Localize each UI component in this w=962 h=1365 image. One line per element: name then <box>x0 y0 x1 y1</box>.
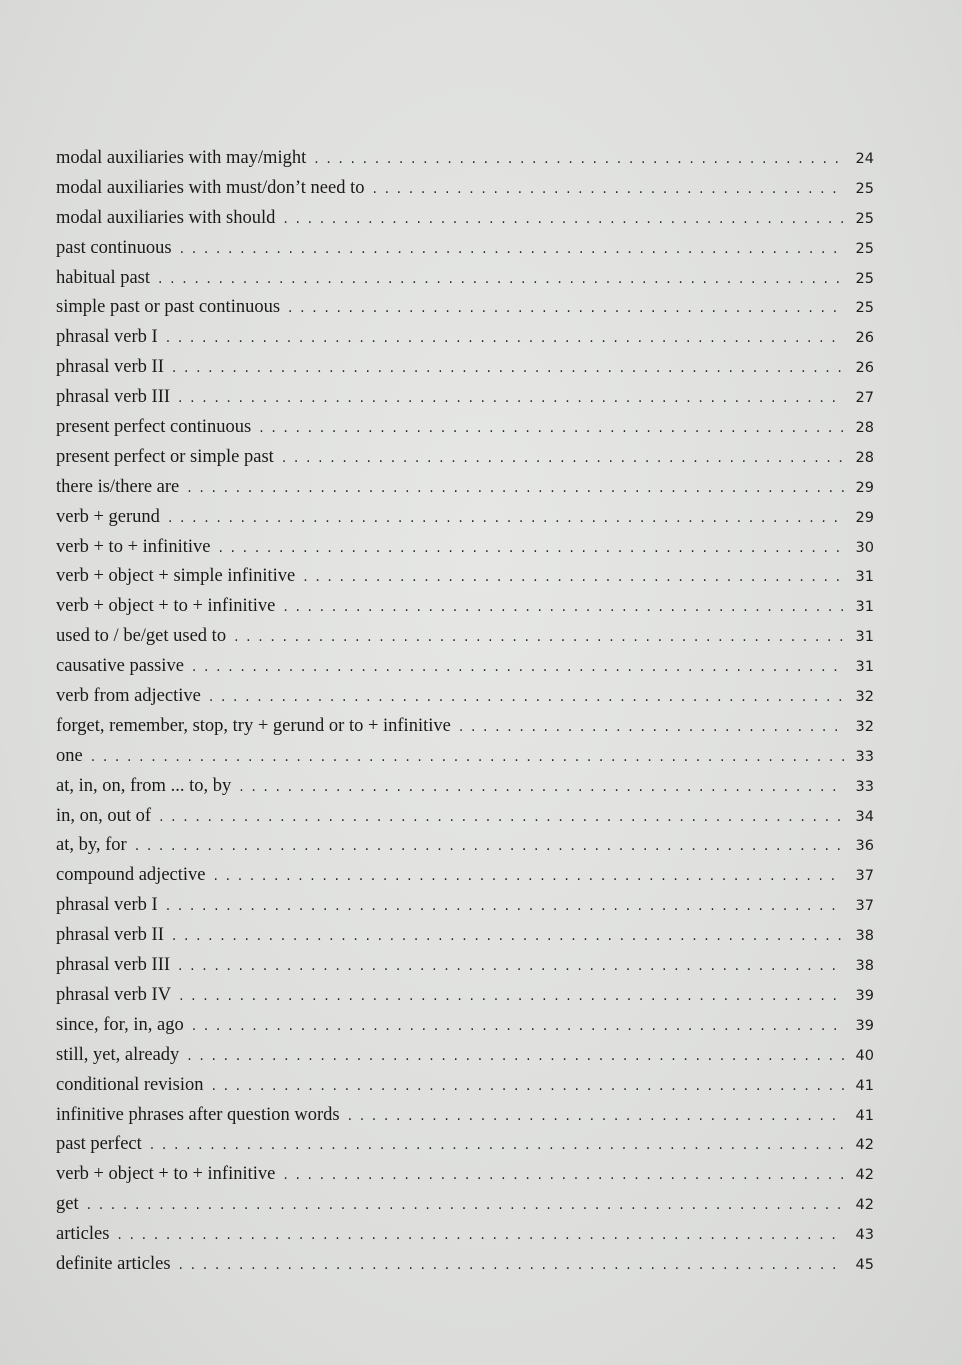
dot-leader <box>91 749 844 765</box>
toc-entry <box>56 268 874 298</box>
toc-entry-page-number: 24 <box>855 151 874 167</box>
toc-entry <box>56 387 874 417</box>
toc-entry <box>56 1075 874 1105</box>
dot-leader <box>211 1078 844 1094</box>
toc-entry-title: compound adjective <box>56 865 206 886</box>
toc-entry-page-number: 41 <box>855 1077 874 1094</box>
toc-entry-page-number: 28 <box>855 420 874 437</box>
toc-entry-title: simple past or past continuous <box>56 297 281 318</box>
toc-entry-page-number: 32 <box>855 718 874 735</box>
toc-entry <box>56 148 874 178</box>
dot-leader <box>179 988 844 1004</box>
dot-leader <box>239 779 844 795</box>
toc-entry-title: infinitive phrases after question words <box>56 1104 340 1125</box>
toc-entry-title: present perfect or simple past <box>56 446 274 467</box>
dot-leader <box>187 1048 844 1064</box>
toc-entry <box>56 417 874 447</box>
toc-entry-title: get <box>56 1194 79 1215</box>
toc-entry-page-number: 42 <box>855 1197 874 1214</box>
toc-entry-title: phrasal verb III <box>56 955 171 976</box>
toc-entry-page-number: 25 <box>855 300 874 317</box>
dot-leader <box>348 1108 844 1124</box>
toc-entry-page-number: 25 <box>855 270 874 287</box>
toc-entry-title: modal auxiliaries with may/might <box>56 148 307 168</box>
toc-entry-page-number: 41 <box>855 1107 874 1124</box>
toc-entry-page-number: 38 <box>855 928 874 945</box>
dot-leader <box>180 241 844 257</box>
toc-entry-title: habitual past <box>56 267 151 288</box>
dot-leader <box>179 1257 844 1273</box>
toc-entry-title: modal auxiliaries with must/don’t need to <box>56 177 365 198</box>
toc-entry-title: one <box>56 745 83 766</box>
toc-entry <box>56 537 874 567</box>
toc-entry <box>56 238 874 268</box>
toc-entry-page-number: 40 <box>855 1047 874 1064</box>
toc-entry-page-number: 39 <box>855 1017 874 1034</box>
toc-entry <box>56 1194 874 1224</box>
dot-leader <box>209 689 844 705</box>
toc-entry <box>56 357 874 387</box>
toc-entry-page-number: 42 <box>855 1137 874 1154</box>
toc-entry-title: verb from adjective <box>56 686 201 707</box>
toc-entry-title: verb + gerund <box>56 506 160 527</box>
dot-leader <box>218 540 844 556</box>
toc-entry <box>56 925 874 955</box>
toc-entry-title: at, by, for <box>56 835 127 856</box>
toc-entry <box>56 1254 874 1284</box>
dot-leader <box>259 420 844 436</box>
dot-leader <box>178 958 844 974</box>
toc-entry <box>56 1015 874 1045</box>
toc-entry-title: verb + to + infinitive <box>56 536 211 557</box>
toc-entry <box>56 1134 874 1164</box>
toc-entry-title: forget, remember, stop, try + gerund or to + infinitive <box>56 715 451 736</box>
toc-entry-page-number: 27 <box>855 390 874 407</box>
dot-leader <box>135 838 844 854</box>
toc-entry-page-number: 33 <box>855 748 874 765</box>
toc-entry-page-number: 29 <box>855 509 874 526</box>
toc-entry <box>56 596 874 626</box>
toc-entry-title: at, in, on, from ... to, by <box>56 775 232 796</box>
toc-entry-page-number: 31 <box>855 659 874 676</box>
toc-entry-title: there is/there are <box>56 476 180 497</box>
toc-entry-title: past continuous <box>56 237 172 258</box>
toc-entry <box>56 447 874 477</box>
dot-leader <box>168 510 844 526</box>
toc-entry-title: past perfect <box>56 1134 142 1155</box>
toc-entry <box>56 686 874 716</box>
dot-leader <box>314 151 844 167</box>
toc-entry <box>56 835 874 865</box>
toc-entry-title: phrasal verb I <box>56 327 158 348</box>
table-of-contents <box>56 148 874 1284</box>
dot-leader <box>303 569 844 585</box>
toc-entry <box>56 1164 874 1194</box>
dot-leader <box>234 629 844 645</box>
toc-entry-page-number: 30 <box>855 539 874 556</box>
toc-entry-title: verb + object + to + infinitive <box>56 596 276 617</box>
toc-entry-page-number: 37 <box>855 868 874 885</box>
toc-entry-page-number: 32 <box>855 689 874 706</box>
toc-entry-title: modal auxiliaries with should <box>56 207 276 228</box>
toc-entry-page-number: 31 <box>855 599 874 616</box>
dot-leader <box>288 300 844 316</box>
dot-leader <box>214 868 845 884</box>
dot-leader <box>172 360 844 376</box>
toc-entry-title: articles <box>56 1224 110 1245</box>
toc-entry-title: verb + object + to + infinitive <box>56 1164 276 1185</box>
dot-leader <box>166 898 844 914</box>
dot-leader <box>192 1018 844 1034</box>
toc-entry-page-number: 36 <box>855 838 874 855</box>
dot-leader <box>372 181 844 197</box>
dot-leader <box>187 480 844 496</box>
dot-leader <box>283 211 844 227</box>
dot-leader <box>117 1227 844 1243</box>
toc-entry-title: phrasal verb II <box>56 925 164 946</box>
toc-entry-page-number: 28 <box>855 449 874 466</box>
toc-entry-page-number: 43 <box>855 1227 874 1244</box>
toc-entry <box>56 806 874 836</box>
dot-leader <box>282 450 844 466</box>
toc-entry-page-number: 25 <box>855 210 874 227</box>
toc-entry <box>56 656 874 686</box>
dot-leader <box>159 809 844 825</box>
dot-leader <box>158 271 844 287</box>
toc-entry-page-number: 25 <box>855 240 874 257</box>
dot-leader <box>192 659 844 675</box>
toc-entry <box>56 1105 874 1135</box>
toc-entry-title: phrasal verb III <box>56 387 171 408</box>
toc-entry-page-number: 38 <box>855 958 874 975</box>
dot-leader <box>150 1137 844 1153</box>
toc-entry <box>56 297 874 327</box>
toc-entry <box>56 955 874 985</box>
toc-entry-title: since, for, in, ago <box>56 1014 184 1035</box>
toc-entry-title: causative passive <box>56 656 184 677</box>
toc-entry-page-number: 33 <box>855 778 874 795</box>
toc-entry <box>56 865 874 895</box>
dot-leader <box>283 599 844 615</box>
toc-entry-title: phrasal verb I <box>56 895 158 916</box>
dot-leader <box>459 719 844 735</box>
toc-entry-title: used to / be/get used to <box>56 626 227 647</box>
toc-entry <box>56 178 874 208</box>
toc-entry-page-number: 42 <box>855 1167 874 1184</box>
toc-entry <box>56 985 874 1015</box>
toc-entry <box>56 895 874 925</box>
toc-entry-title: verb + object + simple infinitive <box>56 566 296 587</box>
toc-entry <box>56 626 874 656</box>
dot-leader <box>178 390 844 406</box>
dot-leader <box>166 330 844 346</box>
toc-entry <box>56 716 874 746</box>
toc-entry-title: phrasal verb IV <box>56 984 172 1005</box>
toc-entry-title: in, on, out of <box>56 805 152 826</box>
dot-leader <box>283 1167 844 1183</box>
toc-entry <box>56 507 874 537</box>
toc-entry-title: present perfect continuous <box>56 417 252 438</box>
dot-leader <box>87 1197 844 1213</box>
toc-entry-page-number: 25 <box>855 180 874 197</box>
toc-entry <box>56 327 874 357</box>
toc-entry-page-number: 31 <box>855 569 874 586</box>
toc-entry-title: conditional revision <box>56 1074 204 1095</box>
toc-entry <box>56 208 874 238</box>
toc-entry <box>56 746 874 776</box>
toc-entry <box>56 1045 874 1075</box>
toc-entry-page-number: 45 <box>855 1256 874 1273</box>
toc-entry <box>56 477 874 507</box>
dot-leader <box>172 928 844 944</box>
toc-entry-page-number: 39 <box>855 987 874 1004</box>
toc-entry <box>56 1224 874 1254</box>
toc-entry-title: definite articles <box>56 1253 171 1274</box>
toc-entry-title: still, yet, already <box>56 1044 180 1065</box>
toc-entry <box>56 566 874 596</box>
toc-entry-page-number: 34 <box>855 808 874 825</box>
toc-entry-page-number: 31 <box>855 629 874 646</box>
toc-entry-page-number: 29 <box>855 479 874 496</box>
toc-entry-page-number: 26 <box>855 330 874 347</box>
toc-entry <box>56 776 874 806</box>
toc-entry-page-number: 37 <box>855 898 874 915</box>
toc-entry-page-number: 26 <box>855 360 874 377</box>
toc-entry-title: phrasal verb II <box>56 357 164 378</box>
